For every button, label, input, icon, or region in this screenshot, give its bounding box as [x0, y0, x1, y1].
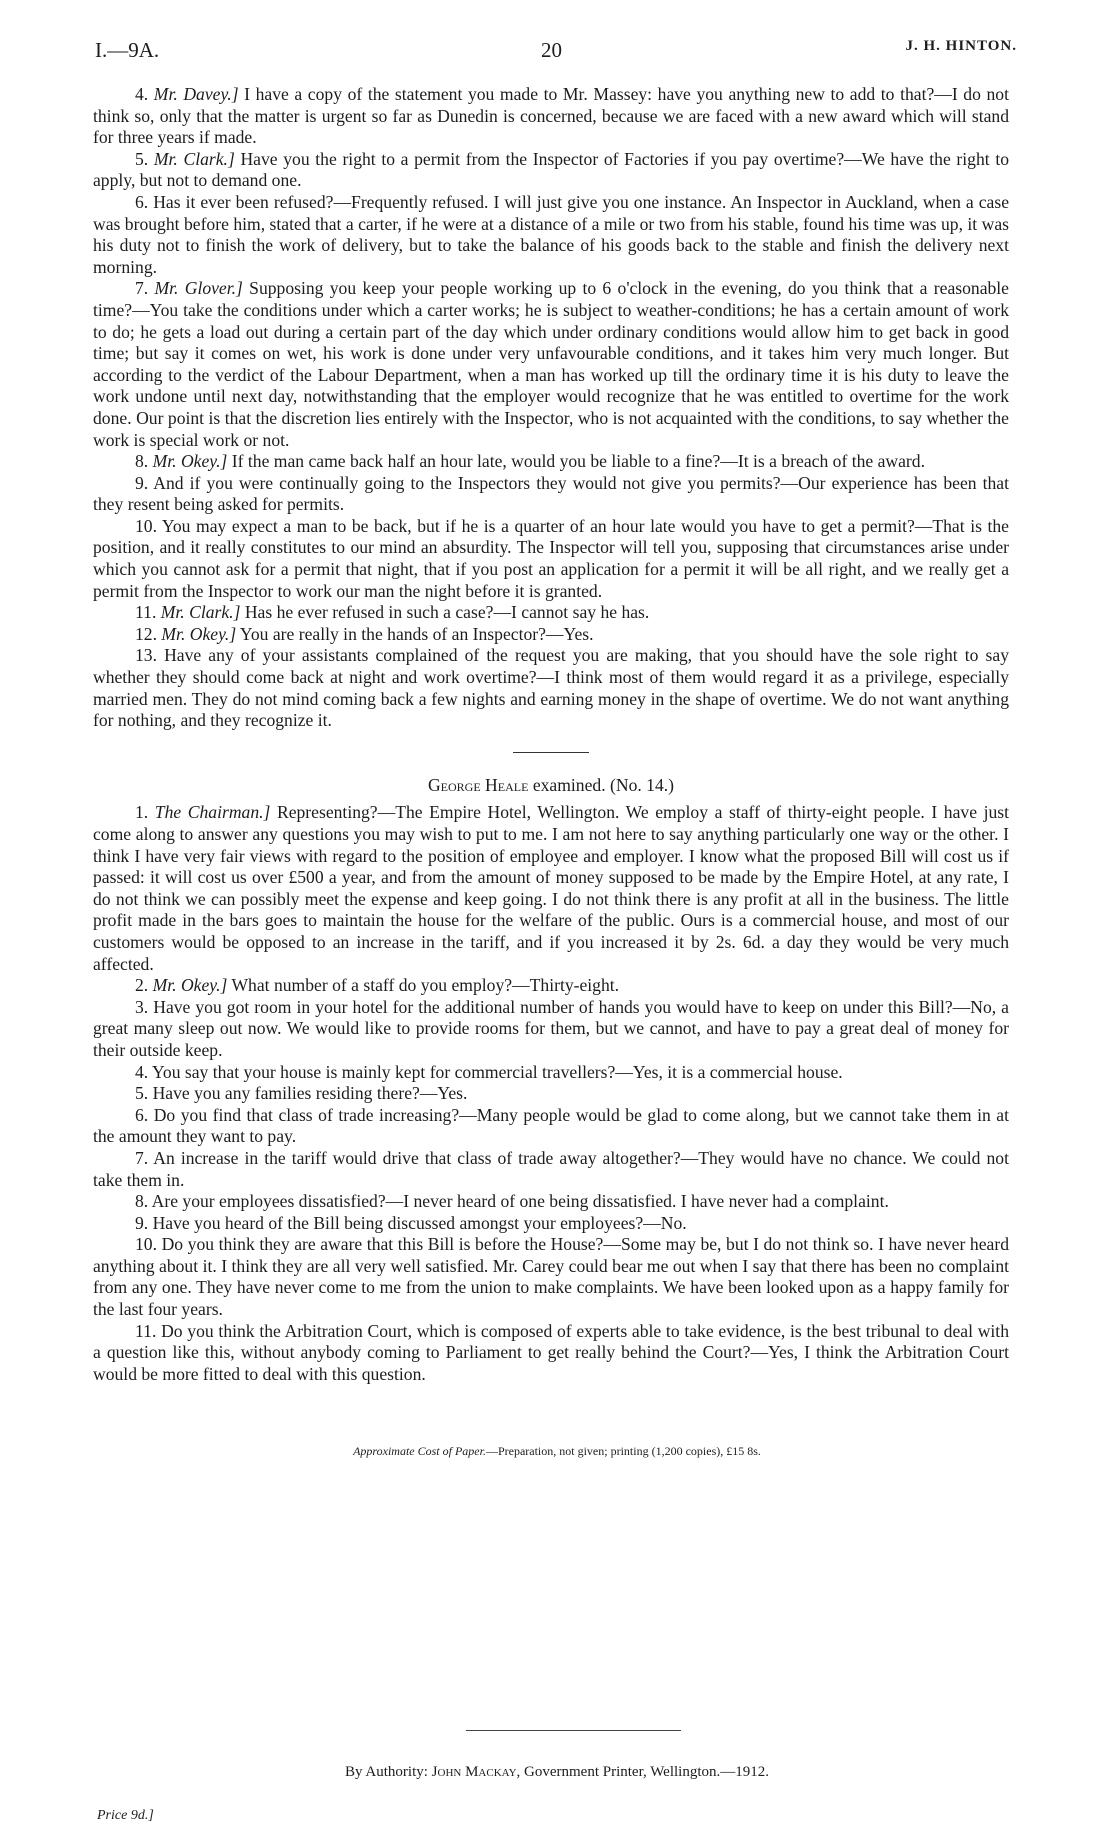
- question-paragraph: [93, 645, 1009, 731]
- question-number: 5.: [135, 148, 149, 169]
- testimony-part-1: [93, 84, 1009, 732]
- question-number: 3.: [135, 996, 149, 1017]
- question-number: 13.: [135, 645, 157, 666]
- question-text: What number of a staff do you employ?—Thirty-eight.: [227, 975, 620, 996]
- speaker-name: The Chairman.]: [154, 802, 271, 823]
- question-paragraph: [93, 1213, 1009, 1235]
- question-paragraph: [93, 624, 1009, 646]
- footer-divider: [466, 1730, 681, 1731]
- question-number: 8.: [135, 451, 149, 472]
- question-text: Have you any families residing there?—Yes.: [148, 1083, 468, 1104]
- section-title-rest: examined. (No. 14.): [528, 774, 675, 795]
- question-number: 9.: [135, 472, 149, 493]
- question-text: Has it ever been refused?—Frequently refused. I will just give you one instance. An Inspector in Auckland, when a case was brought before him, stated that a carter, if he were at a distance of a mile or two from his stable, found his time was up, it was his duty not to finish the work of delivery, but to take the balance of his goods back to the stable and finish the delivery next morning.: [93, 191, 1009, 277]
- question-paragraph: [93, 975, 1009, 997]
- speaker-name: Mr. Davey.]: [153, 84, 239, 104]
- cost-note-label: Approximate Cost of Paper.: [353, 1444, 486, 1458]
- question-paragraph: [93, 473, 1009, 516]
- question-text: Have you got room in your hotel for the additional number of hands you would have to keep on under this Bill?—No, a great many sleep out now. We would like to provide rooms for them, but we cannot, and have to pay a great deal of money for their outside keep.: [93, 996, 1009, 1060]
- question-text: I have a copy of the statement you made to Mr. Massey: have you anything new to add to that?—I do not think so, only that the matter is urgent so far as Dunedin is concerned, because we are faced with a new award which will stand for three years if made.: [93, 84, 1009, 148]
- question-number: 7.: [135, 1147, 149, 1168]
- question-number: 6.: [135, 191, 149, 212]
- printer-name: John Mackay: [431, 1764, 517, 1780]
- question-number: 10.: [135, 1234, 157, 1255]
- speaker-name: Mr. Clark.]: [153, 148, 235, 169]
- question-number: 2.: [135, 975, 149, 996]
- question-number: 12.: [135, 623, 157, 644]
- witness-name-header: J. H. HINTON.: [905, 38, 1017, 54]
- question-number: 9.: [135, 1212, 149, 1233]
- question-paragraph: [93, 1234, 1009, 1320]
- section-title: [93, 775, 1009, 797]
- question-paragraph: [93, 192, 1009, 278]
- question-text: You are really in the hands of an Inspector?—Yes.: [236, 623, 594, 644]
- testimony-part-2: [93, 802, 1009, 1385]
- question-text: You say that your house is mainly kept for commercial travellers?—Yes, it is a commercial house.: [148, 1061, 843, 1082]
- question-paragraph: [93, 1105, 1009, 1148]
- question-paragraph: [93, 1191, 1009, 1213]
- speaker-name: Mr. Okey.]: [152, 975, 228, 996]
- speaker-name: Mr. Clark.]: [160, 602, 241, 623]
- question-text: Do you think the Arbitration Court, which is composed of experts able to take evidence, is the best tribunal to deal with a question like this, without anybody coming to Parliament to get really behind the Court?—Yes, I think the Arbitration Court would be more fitted to deal with this question.: [93, 1320, 1009, 1384]
- question-paragraph: [93, 278, 1009, 451]
- printer-authority: [0, 1764, 1114, 1781]
- question-paragraph: [93, 602, 1009, 624]
- question-text: Have any of your assistants complained of the request you are making, that you should have the sole right to say whether they should come back at night and work overtime?—I think most of them would regard it as a privilege, especially married men. They do not mind coming back a few nights and earning money in the shape of overtime. We do not want anything for nothing, and they recognize it.: [93, 645, 1009, 731]
- question-number: 10.: [135, 515, 157, 536]
- question-number: 7.: [135, 278, 149, 299]
- authority-prefix: By Authority:: [344, 1764, 432, 1780]
- cost-note: [0, 1444, 1114, 1459]
- question-paragraph: [93, 84, 1009, 149]
- question-number: 4.: [135, 84, 149, 104]
- question-paragraph: [93, 1062, 1009, 1084]
- question-text: And if you were continually going to the Inspectors they would not give you permits?—Our experience has been that they resent being asked for permits.: [93, 472, 1009, 515]
- question-text: Are your employees dissatisfied?—I never heard of one being dissatisfied. I have never had a complaint.: [148, 1191, 889, 1212]
- question-text: You may expect a man to be back, but if he is a quarter of an hour late would you have to get a permit?—That is the position, and it really constitutes to our mind an absurdity. The Inspector will tell you, supposing that circumstances arise under which you cannot ask for a permit that night, that if you post an application for a permit it will be all right, and we really get a permit from the Inspector to work our man the night before it is granted.: [93, 515, 1009, 601]
- question-text: An increase in the tariff would drive that class of trade away altogether?—They would have no chance. We could not take them in.: [93, 1147, 1009, 1190]
- question-text: Have you heard of the Bill being discussed amongst your employees?—No.: [148, 1212, 687, 1233]
- question-paragraph: [93, 1321, 1009, 1386]
- section-divider: [513, 752, 589, 753]
- speaker-name: Mr. Okey.]: [161, 623, 237, 644]
- question-paragraph: [93, 1148, 1009, 1191]
- question-paragraph: [93, 1083, 1009, 1105]
- question-number: 1.: [135, 802, 149, 823]
- question-paragraph: [93, 997, 1009, 1062]
- speaker-name: Mr. Glover.]: [154, 278, 243, 299]
- authority-suffix: , Government Printer, Wellington.—1912.: [516, 1764, 769, 1780]
- cost-note-text: —Preparation, not given; printing (1,200 copies), £15 8s.: [485, 1444, 761, 1458]
- question-number: 8.: [135, 1191, 149, 1212]
- page-number: 20: [541, 38, 562, 62]
- witness-name: George Heale: [427, 774, 529, 795]
- question-paragraph: [93, 149, 1009, 192]
- question-number: 11.: [135, 1320, 157, 1341]
- document-code: I.—9A.: [95, 38, 160, 62]
- question-text: If the man came back half an hour late, would you be liable to a fine?—It is a breach of the award.: [227, 451, 925, 472]
- question-number: 11.: [135, 602, 157, 623]
- question-text: Has he ever refused in such a case?—I cannot say he has.: [240, 602, 650, 623]
- question-number: 5.: [135, 1083, 149, 1104]
- question-text: Representing?—The Empire Hotel, Wellington. We employ a staff of thirty-eight people. I have just come along to answer any questions you may wish to put to me. I am not here to say anything particularly one way or the other. I think I have very fair views with regard to the position of employee and employer. I know what the proposed Bill will cost us if passed: it will cost us over £500 a year, and from the amount of money supposed to be made by the Empire Hotel, at any rate, I do not think we can possibly meet the expense and keep going. I do not think there is any profit at all in the business. The little profit made in the bars goes to maintain the house for the welfare of the public. Ours is a commercial house, and most of our customers would be opposed to an increase in the tariff, and if you increased it by 2s. 6d. a day they would be very much affected.: [93, 802, 1010, 974]
- price-note: Price 9d.]: [97, 1808, 154, 1823]
- question-text: Do you find that class of trade increasing?—Many people would be glad to come along, but we cannot take them in at the amount they want to pay.: [93, 1104, 1009, 1147]
- question-number: 6.: [135, 1104, 149, 1125]
- document-body: [93, 84, 1009, 1385]
- speaker-name: Mr. Okey.]: [152, 451, 228, 472]
- question-number: 4.: [135, 1061, 149, 1082]
- question-text: Have you the right to a permit from the Inspector of Factories if you pay overtime?—We have the right to apply, but not to demand one.: [93, 148, 1010, 191]
- question-paragraph: [93, 802, 1009, 975]
- question-text: Do you think they are aware that this Bill is before the House?—Some may be, but I do not think so. I have never heard anything about it. I think they are all very well satisfied. Mr. Carey could bear me out when I say that there has been no complaint from any one. They have never come to me from the union to make complaints. We have been looked upon as a happy family for the last four years.: [93, 1234, 1009, 1320]
- question-paragraph: [93, 516, 1009, 602]
- question-paragraph: [93, 451, 1009, 473]
- question-text: Supposing you keep your people working up to 6 o'clock in the evening, do you think that a reasonable time?—You take the conditions under which a carter works; he is subject to weather-conditions; he has a certain amount of work to do; he gets a load out during a certain part of the day which under ordinary conditions would allow him to get back in good time; but say it comes on wet, his work is done under very unfavourable conditions, and it takes him very much longer. But according to the verdict of the Labour Department, when a man has worked up till the ordinary time it is his duty to leave the work undone until next day, notwithstanding that the employer would recognize that he was entitled to overtime for the work done. Our point is that the discretion lies entirely with the Inspector, who is not acquainted with the conditions, to say whether the work is special work or not.: [93, 278, 1009, 450]
